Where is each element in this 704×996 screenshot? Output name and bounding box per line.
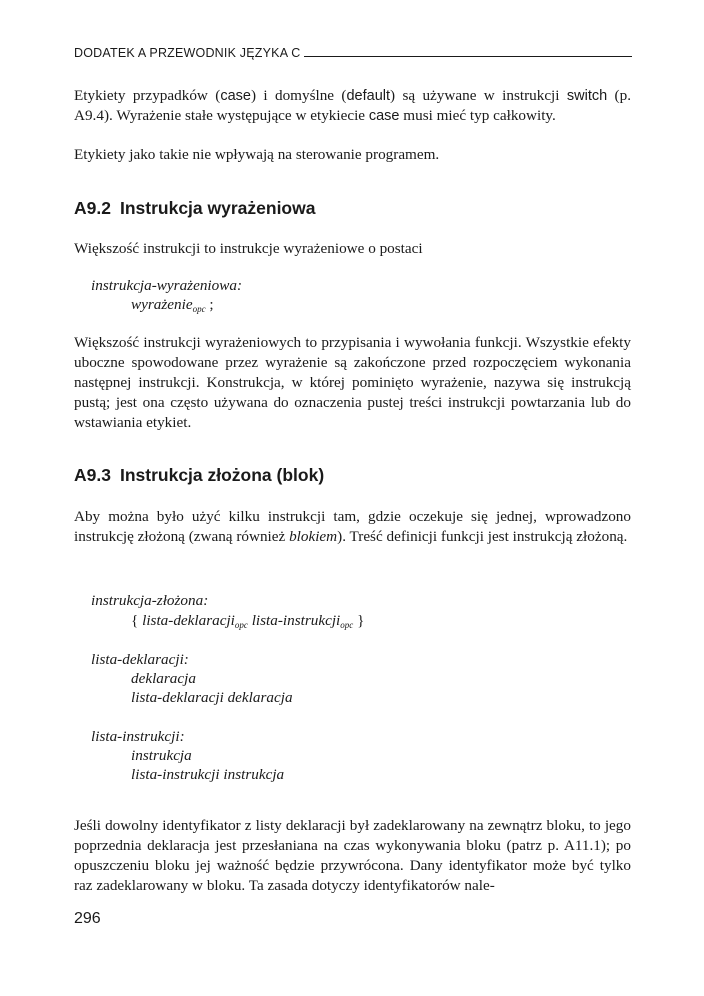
grammar-production: lista-deklaracji deklaracja: [131, 689, 293, 706]
grammar-rule-name: lista-deklaracji:: [91, 651, 189, 668]
grammar-production: deklaracja: [131, 670, 196, 687]
paragraph-body-a9-2: Większość instrukcji wyrażeniowych to przypisania i wywołania funkcji. Wszystkie efekty uboczne spowodowane przez wyrażenie są zakończone przed rozpoczęciem wykonania następnej instrukcji. Konstrukcja, w której pominięto wyrażenie, nazywa się instrukcją pustą; jest ona często używana do oznaczenia pustej treści instrukcji powtarzania lub do wstawiania etykiet.: [74, 334, 631, 431]
section-heading-a9-2: [74, 198, 315, 219]
section-heading-a9-3: [74, 465, 324, 486]
paragraph-labels-control: Etykiety jako takie nie wpływają na sterowanie programem.: [74, 146, 440, 163]
section-title: Instrukcja złożona (blok): [119, 465, 325, 485]
running-title: DODATEK A PRZEWODNIK JĘZYKA C: [74, 46, 301, 60]
grammar-rule-name: instrukcja-złożona:: [91, 592, 209, 609]
page-number: 296: [74, 910, 101, 927]
code-case: case: [220, 88, 251, 104]
grammar-production: wyrażenie$_{opc}$ ;: [131, 296, 214, 314]
header-rule: [304, 56, 632, 57]
emphasis-blokiem: blokiem: [289, 528, 338, 545]
grammar-rule-name: lista-instrukcji:: [91, 728, 185, 745]
grammar-production: instrukcja: [131, 747, 192, 764]
grammar-rule-name: instrukcja-wyrażeniowa:: [91, 277, 243, 294]
paragraph-intro-a9-3: Aby można było użyć kilku instrukcji tam, gdzie oczekuje się jednej, wprowadzono instrukcję złożoną (zwaną również blokiem). Treść definicji funkcji jest instrukcją złożoną.: [74, 508, 631, 545]
running-header: [74, 46, 632, 60]
paragraph-intro-a9-2: Większość instrukcji to instrukcje wyrażeniowe o postaci: [74, 240, 423, 257]
section-title: Instrukcja wyrażeniowa: [119, 198, 316, 218]
code-switch: switch: [566, 88, 608, 104]
code-case-2: case: [368, 108, 400, 124]
paragraph-body-a9-3: Jeśli dowolny identyfikator z listy deklaracji był zadeklarowany na zewnątrz bloku, to jego poprzednia deklaracja jest przesłaniana na czas wykonywania bloku (patrz p. A11.1); po opuszczeniu bloku jej ważność będzie przywrócona. Dany identyfikator może być tylko raz zadeklarowany w bloku. Ta zasada dotyczy identyfikatorów nale-: [74, 817, 631, 894]
grammar-production: lista-instrukcji instrukcja: [131, 766, 285, 783]
paragraph-case-labels: Etykiety przypadków (case) i domyślne (default) są używane w instrukcji switch (p. A9.4). Wyrażenie stałe występujące w etykiecie case musi mieć typ całkowity.: [74, 87, 631, 124]
section-number: A9.2: [74, 198, 111, 218]
grammar-production: { lista-deklaracji$_{opc}$ lista-instrukcji$_{opc}$ }: [131, 612, 365, 630]
code-default: default: [346, 88, 391, 104]
section-number: A9.3: [74, 465, 111, 485]
